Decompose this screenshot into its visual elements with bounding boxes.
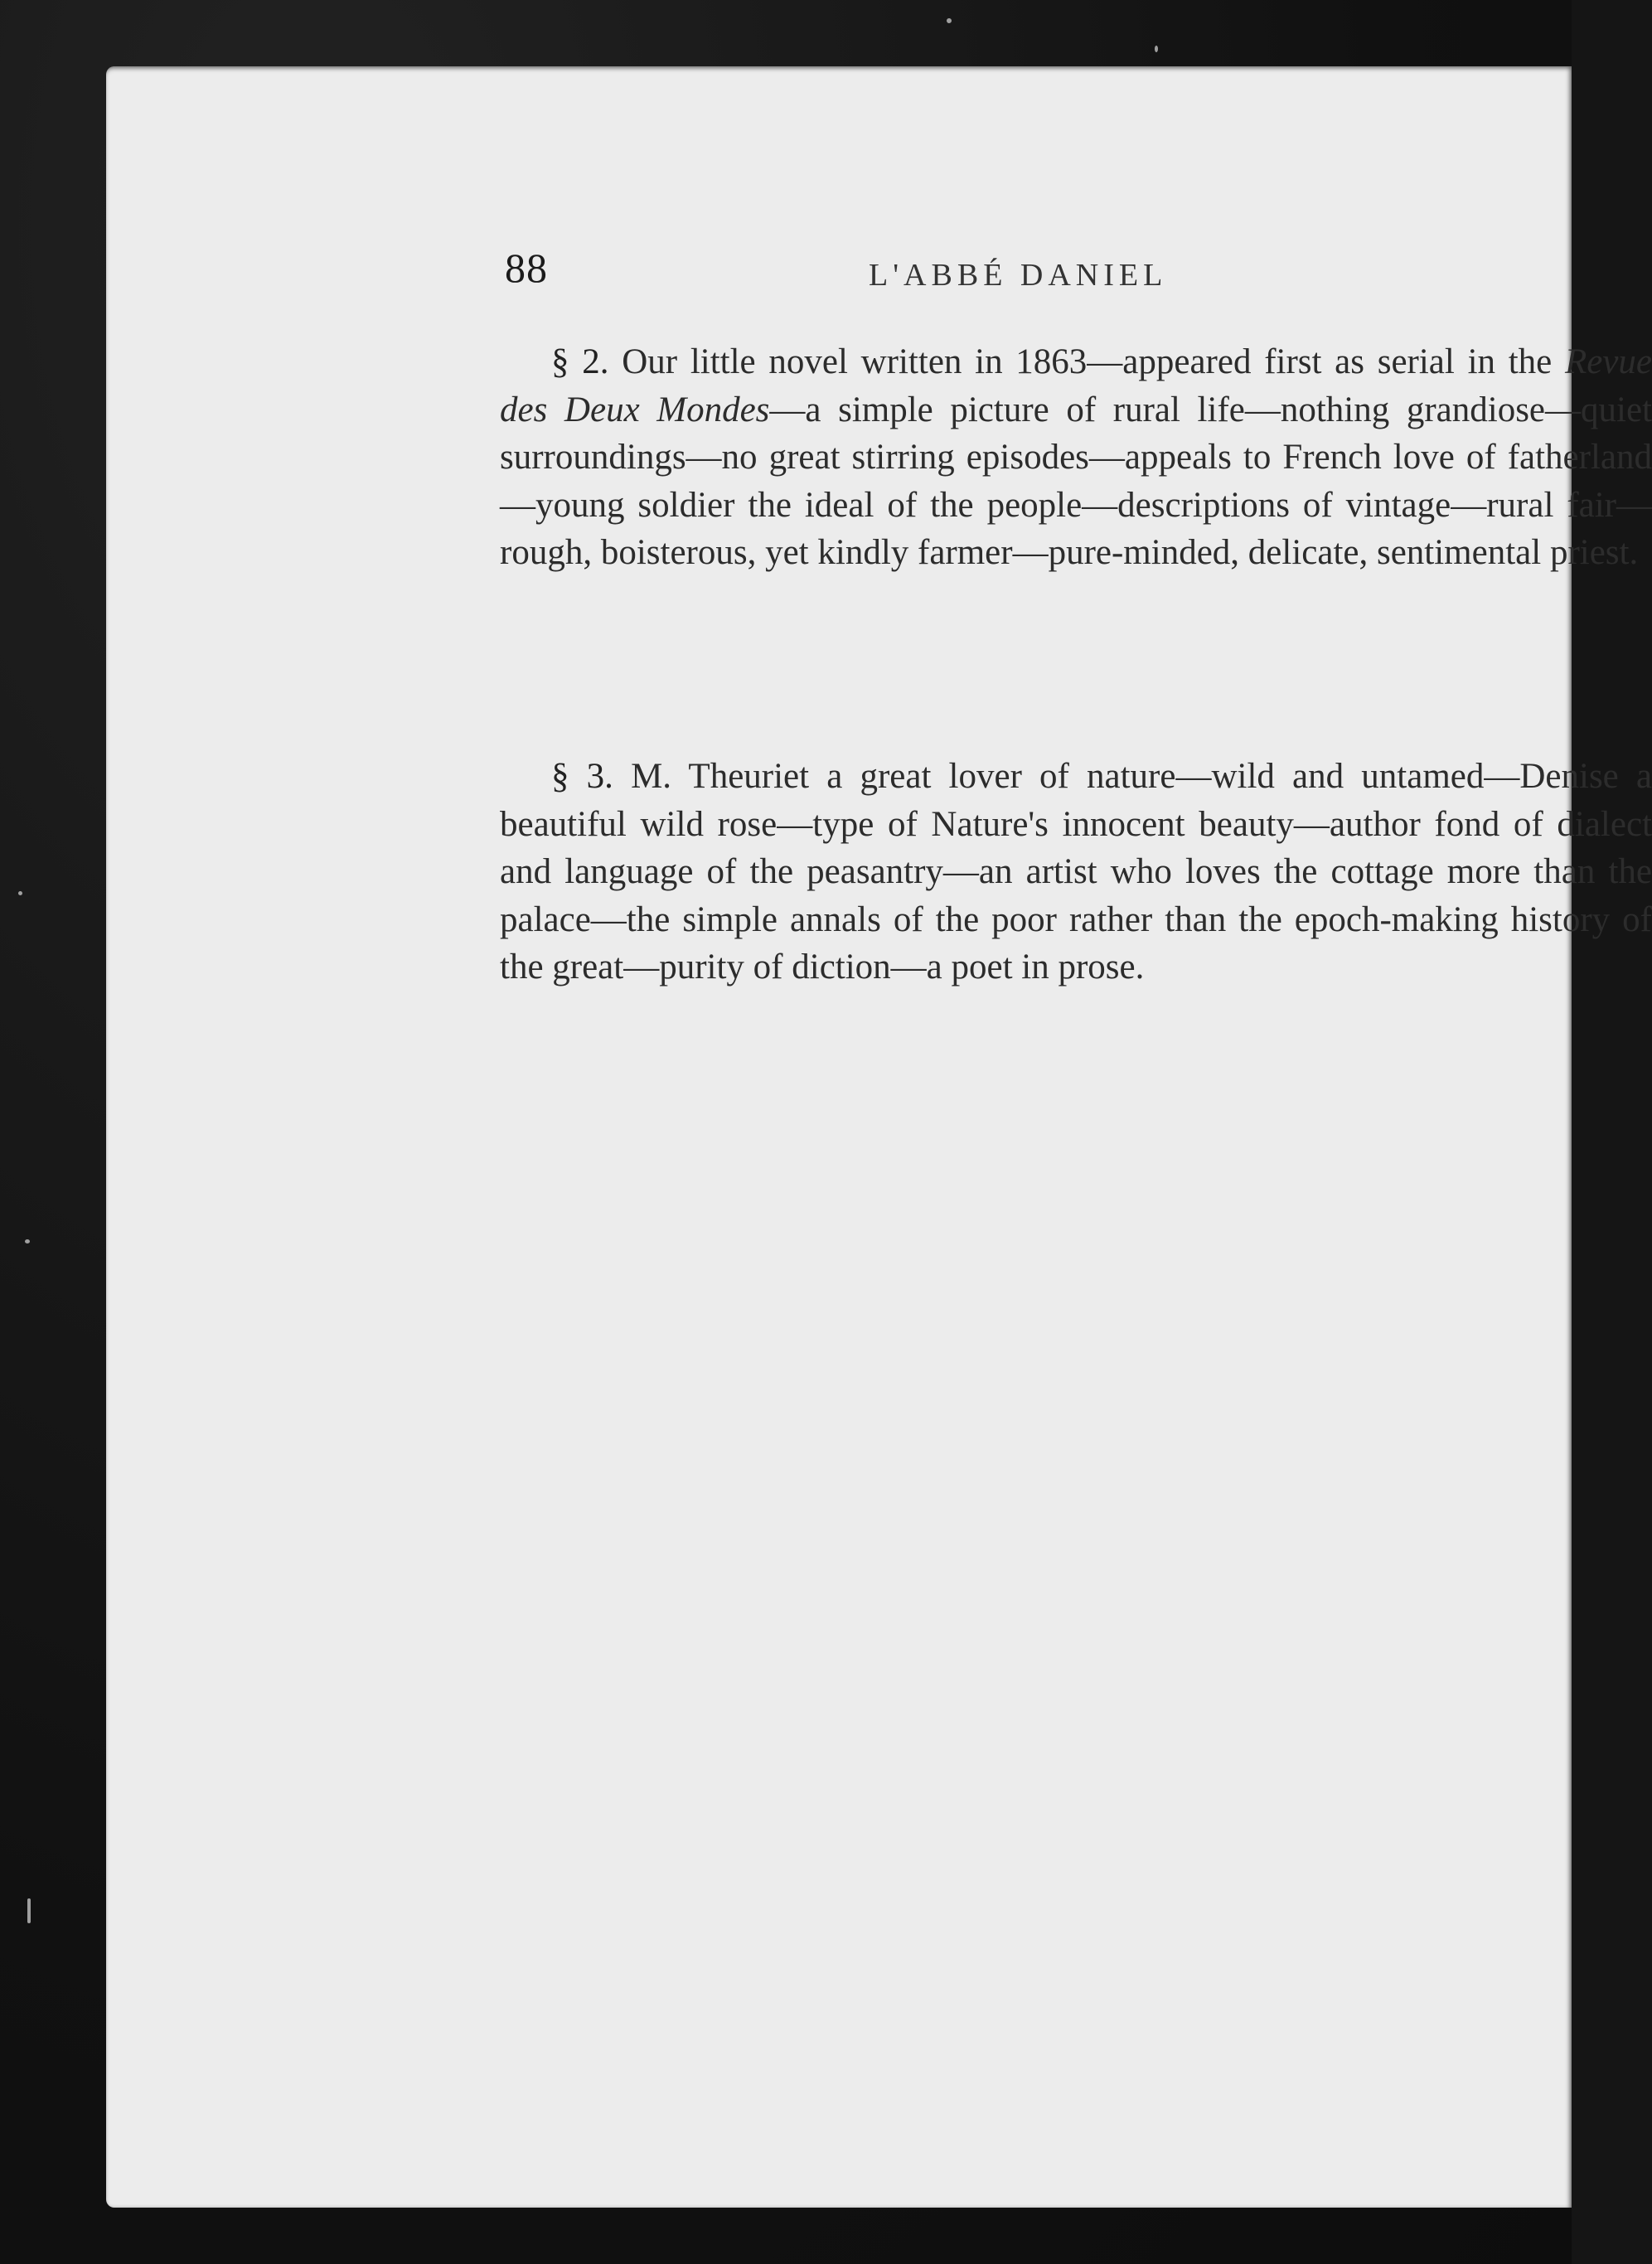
section-number: 3. — [586, 757, 613, 796]
page-number: 88 — [505, 245, 548, 291]
page-header — [106, 244, 1572, 302]
dust-speck — [18, 891, 22, 895]
dust-speck — [1155, 46, 1158, 52]
paragraph-text: —a simple picture of rural life—nothing grandiose—quiet surroundings—no great stirring episodes—appeals to French love of fatherland—young soldier the ideal of the people—descriptions of vintage—rural fair—rough, boisterous, yet kindly farmer—pure-minded, delicate, sentimental priest. — [500, 390, 1652, 572]
dust-speck — [27, 1898, 31, 1923]
paragraph-section-3 — [500, 753, 1652, 991]
section-number: 2. — [582, 342, 609, 381]
running-title: L'ABBÉ DANIEL — [869, 258, 1168, 293]
paragraph-section-2 — [500, 338, 1652, 577]
paragraph-text: M. Theuriet a great lover of nature—wild and untamed—Denise a beautiful wild rose—type of Nature's innocent beauty—author fond of dialect and language of the peasantry—an artist who loves the cottage more than the palace—the simple annals of the poor rather than the epoch-making history of the great—purity of diction—a poet in prose. — [500, 757, 1652, 987]
section-sign: § — [551, 342, 569, 381]
italic-journal-title: Revue des Deux Mondes — [500, 342, 1652, 429]
paragraph-text: Our little novel written in 1863—appeared first as serial in the — [622, 342, 1565, 381]
dust-speck — [25, 1239, 30, 1244]
section-sign: § — [551, 757, 569, 796]
book-page — [106, 66, 1652, 2208]
dust-speck — [947, 18, 952, 23]
